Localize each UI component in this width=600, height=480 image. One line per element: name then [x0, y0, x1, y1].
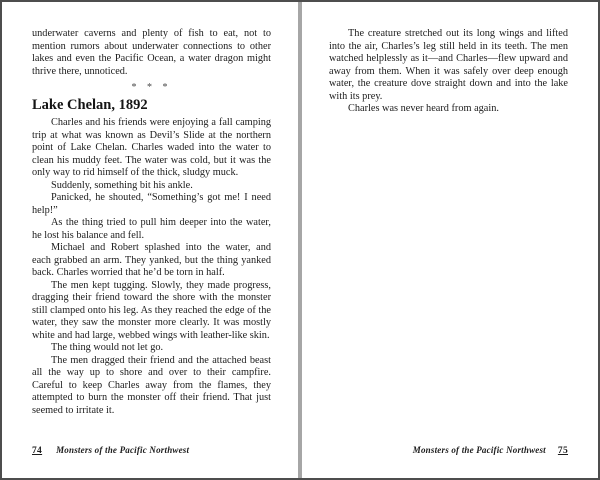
paragraph: Charles was never heard from again.	[348, 103, 499, 114]
paragraph: Charles and his friends were enjoying a fall camping trip at what was known as Devil’s Slide at the northern point of Lake Chelan. Charles waded into the water to clean his muddy feet. The water was cold, but it was the only way to rid himself of the thick, sludgy muck.	[32, 117, 271, 178]
left-page	[2, 2, 298, 478]
paragraph: Michael and Robert splashed into the water, and each grabbed an arm. They yanked, but the thing yanked back. Charles worried that he’d be torn in half.	[32, 242, 271, 278]
page-number: 75	[557, 446, 568, 456]
right-page	[302, 2, 598, 478]
paragraph: The men kept tugging. Slowly, they made progress, dragging their friend toward the shore with the monster still clamped onto his leg. As they reached the edge of the water, they saw the monster more clearly. It was mostly white and had large, webbed wings with leather-like skin.	[32, 279, 271, 341]
paragraph: Panicked, he shouted, “Something’s got me! I need help!”	[32, 192, 271, 216]
page-number: 74	[32, 446, 43, 456]
running-footer-title: Monsters of the Pacific Northwest	[56, 445, 190, 455]
paragraph: Suddenly, something bit his ankle.	[51, 179, 193, 191]
section-break-ornament: * * *	[131, 82, 172, 93]
right-page-footer	[329, 445, 568, 456]
paragraph: The creature stretched out its long wings and lifted into the air, Charles’s leg still held in its teeth. The men watched helplessly as it—and Charles—flew upward and away from them. When it was safely over deep enough water, the creature dove straight down and into the lake with its prey.	[329, 28, 568, 102]
left-page-text-block	[32, 28, 271, 432]
right-page-text-block	[329, 28, 568, 432]
paragraph: The thing would not let go.	[51, 342, 164, 353]
paragraph-continuation: underwater caverns and plenty of fish to eat, not to mention rumors about underwater connections to other lakes and even the Pacific Ocean, a water dragon might thrive there, unnoticed.	[32, 28, 271, 77]
left-page-footer	[32, 445, 271, 456]
running-footer-title: Monsters of the Pacific Northwest	[412, 445, 546, 455]
paragraph: As the thing tried to pull him deeper into the water, he lost his balance and fell.	[32, 217, 271, 241]
paragraph: The men dragged their friend and the attached beast all the way up to shore and over to their campfire. Careful to keep Charles away from the flames, they attempted to burn the monster off their friend. That just seemed to irritate it.	[32, 354, 271, 416]
section-heading: Lake Chelan, 1892	[32, 97, 148, 113]
